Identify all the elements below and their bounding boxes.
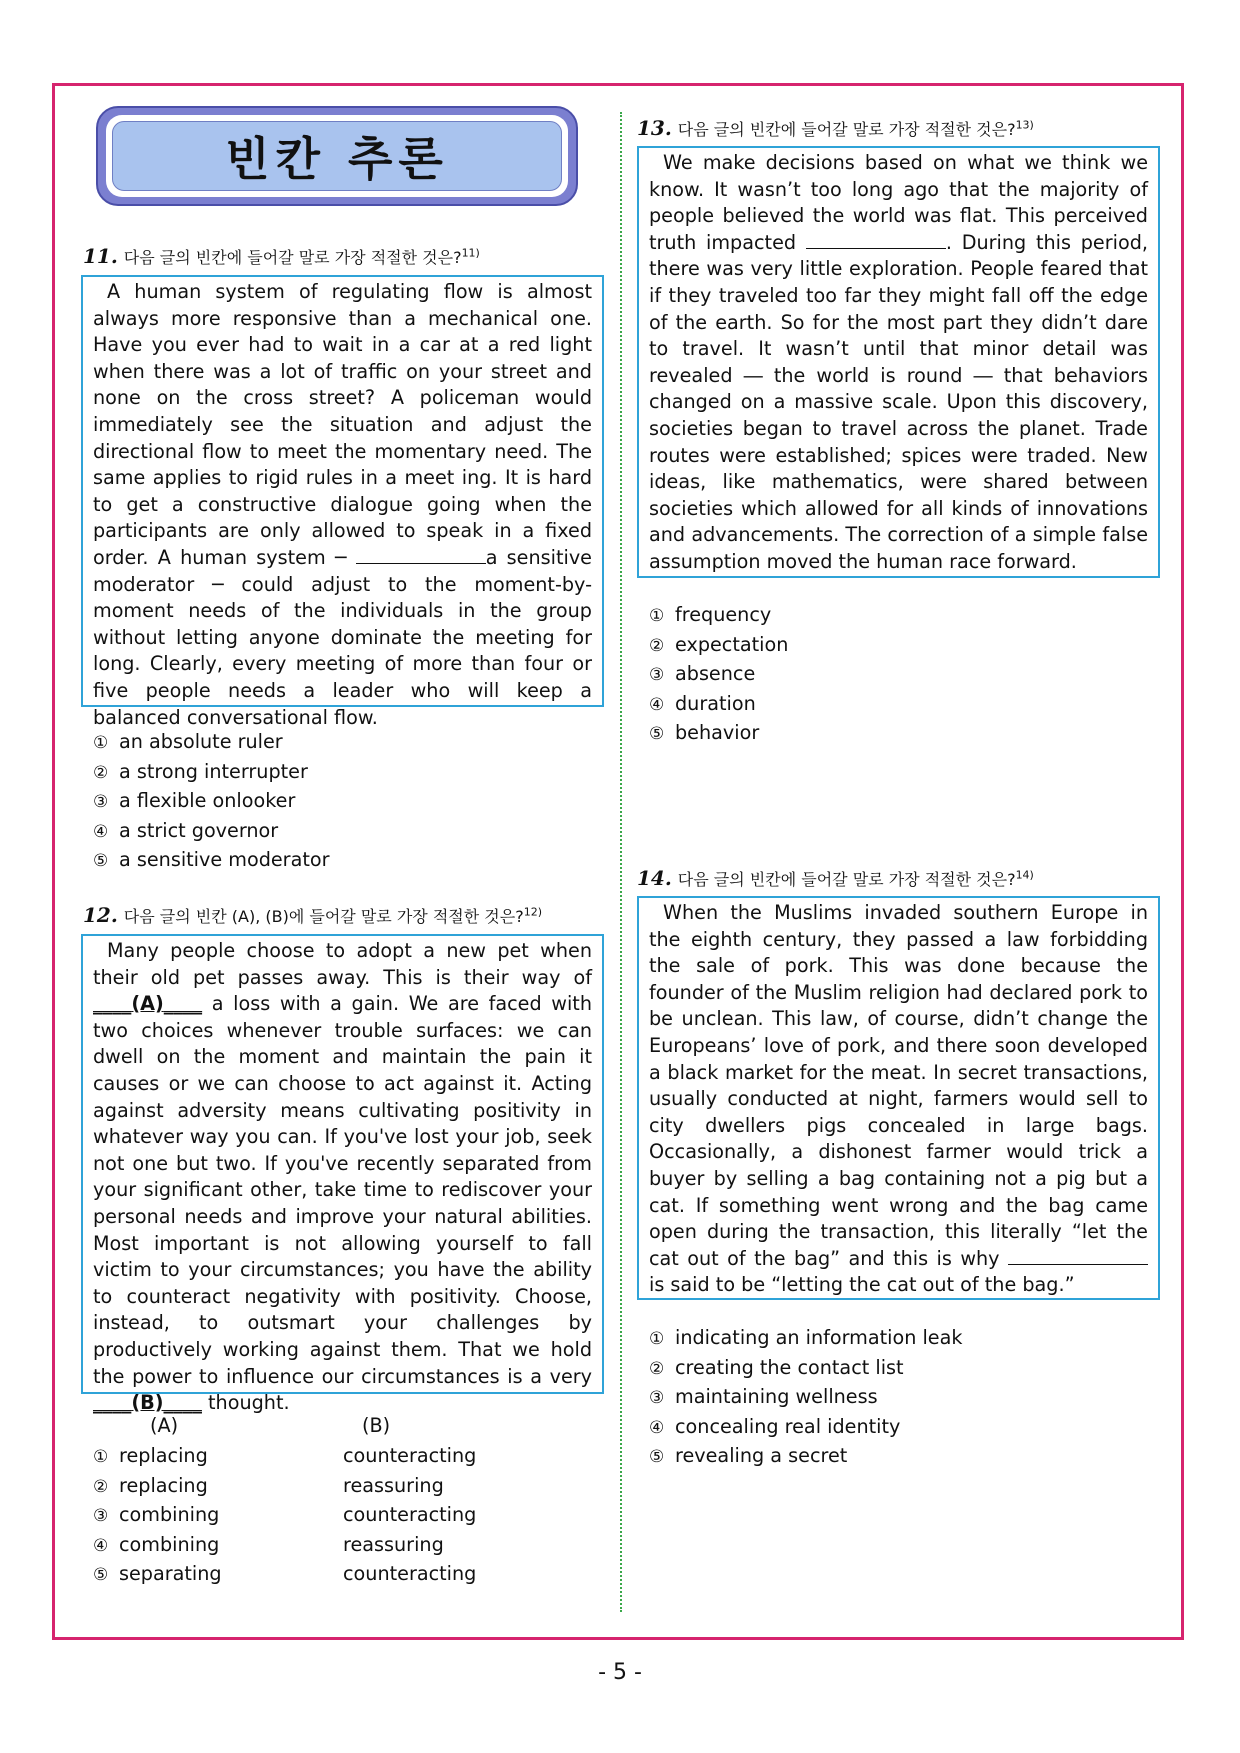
passage-text: is said to be “letting the cat out of the bag.” xyxy=(649,1273,1075,1297)
question-11-passage xyxy=(81,275,604,729)
option-item[interactable]: ③ absence xyxy=(649,662,756,686)
question-14-passage xyxy=(637,896,1160,1300)
footnote-ref: 11) xyxy=(461,246,480,260)
option-item[interactable]: ① an absolute ruler xyxy=(93,730,283,753)
option-item[interactable]: ④ a strict governor xyxy=(93,818,279,842)
option-item[interactable]: ③ maintaining wellness xyxy=(649,1385,878,1409)
question-prompt: 다음 글의 빈칸에 들어갈 말로 가장 적절한 것은? xyxy=(123,248,462,267)
option-item[interactable]: ② expectation xyxy=(649,632,789,656)
question-13-heading xyxy=(637,116,1034,140)
option-item[interactable]: ② a strong interrupter xyxy=(93,759,308,783)
question-14-heading xyxy=(637,866,1034,890)
option-item[interactable]: ③ a flexible onlooker xyxy=(93,789,296,813)
question-12-options xyxy=(93,1442,493,1590)
option-item[interactable]: ③ combining counteracting xyxy=(93,1503,477,1527)
question-prompt: 다음 글의 빈칸에 들어갈 말로 가장 적절한 것은? xyxy=(677,120,1016,139)
option-column-a-header: (A) xyxy=(150,1414,179,1437)
option-item[interactable]: ② replacing reassuring xyxy=(93,1473,444,1497)
option-item[interactable]: ⑤ behavior xyxy=(649,721,760,745)
footnote-ref: 13) xyxy=(1015,118,1034,132)
passage-text: When the Muslims invaded southern Europe in the eighth century, they passed a law forbidding the sale of pork. This was done because the founder of the Muslim religion had declared pork to be unclean. This law, of course, didn’t change the Europeans’ love of pork, and there soon developed a black market for the meat. In secret transactions, usually conducted at night, farmers would sell to city dwellers pigs concealed in large bags. Occasionally, a dishonest farmer would trick a buyer by selling a bag containing not a pig but a cat. If something went wrong and the bag came open during the transaction, this literally “let the cat out of the bag” and this is why xyxy=(649,901,1148,1270)
question-number: 11. xyxy=(83,244,118,268)
question-12-passage xyxy=(81,934,604,1415)
blank-b: ____(B)____ xyxy=(93,1391,202,1415)
question-number: 12. xyxy=(83,903,118,927)
answer-blank xyxy=(806,248,946,249)
option-item[interactable]: ④ duration xyxy=(649,691,756,715)
option-item[interactable]: ① frequency xyxy=(649,603,772,626)
option-item[interactable]: ① replacing counteracting xyxy=(93,1444,477,1467)
answer-blank xyxy=(1008,1264,1148,1265)
question-12-heading xyxy=(83,903,542,927)
page-number: - 5 - xyxy=(598,1660,642,1685)
passage-text: . During this period, there was very little exploration. People feared that if they traveled too far they might fall off the edge of the earth. So for the most part they didn’t dare to travel. It wasn’t until that minor detail was revealed ― the world is round ― that behaviors changed on a massive scale. Upon this discovery, societies began to travel across the planet. Trade routes were established; spices were traded. New ideas, like mathematics, were shared between societies which allowed for all kinds of innovations and advancements. The correction of a simple false assumption moved the human race forward. xyxy=(649,230,1148,573)
passage-text: a loss with a gain. We are faced with two choices whenever trouble surfaces: we can dwell on the moment and maintain the pain it causes or we can choose to act against it. Acting against adversity means cultivating positivity in whatever way you can. If you've lost your job, seek not one but two. If you've recently separated from your significant other, take time to rediscover your personal needs and improve your natural abilities. Most important is not allowing yourself to fall victim to your circumstances; you have the ability to counteract negativity with positivity. Choose, instead, to outsmart your challenges by productively working against them. That we hold the power to influence our circumstances is a very xyxy=(93,992,592,1388)
passage-text: A human system of regulating flow is almost always more responsive than a mechanical one. Have you ever had to wait in a car at a red light when there was a lot of traffic on your street and none on the cross street? A policeman would immediately see the situation and adjust the directional flow to meet the momentary need. The same applies to rigid rules in a meet ing. It is hard to get a constructive dialogue going when the participants are only allowed to speak in a fixed order. A human system ─ xyxy=(93,280,592,569)
option-item[interactable]: ① indicating an information leak xyxy=(649,1326,963,1349)
question-14-options xyxy=(649,1324,962,1472)
option-item[interactable]: ② creating the contact list xyxy=(649,1355,904,1379)
section-title: 빈칸 추론 xyxy=(225,132,449,186)
question-number: 14. xyxy=(637,866,672,890)
section-title-banner xyxy=(96,106,578,206)
question-11-heading xyxy=(83,244,480,268)
question-prompt: 다음 글의 빈칸 (A), (B)에 들어갈 말로 가장 적절한 것은? xyxy=(123,907,524,926)
column-divider xyxy=(620,112,622,1612)
option-item[interactable]: ⑤ revealing a secret xyxy=(649,1444,848,1468)
passage-text: a sensitive moderator ─ could adjust to the moment-by-moment needs of the individuals in the group without letting anyone dominate the meeting for long. Clearly, every meeting of more than four or five people needs a leader who will keep a balanced conversational flow. xyxy=(93,545,592,729)
footnote-ref: 12) xyxy=(523,905,543,919)
passage-text: We make decisions based on what we think we know. It wasn’t too long ago that the majority of people believed the world was flat. This perceived truth impacted xyxy=(649,151,1148,254)
answer-blank xyxy=(356,563,486,564)
footnote-ref: 14) xyxy=(1015,868,1034,882)
option-item[interactable]: ④ concealing real identity xyxy=(649,1414,901,1438)
passage-text: Many people choose to adopt a new pet when their old pet passes away. This is their way of xyxy=(93,939,592,989)
question-prompt: 다음 글의 빈칸에 들어갈 말로 가장 적절한 것은? xyxy=(677,870,1016,889)
question-13-options xyxy=(649,601,788,749)
option-item[interactable]: ④ combining reassuring xyxy=(93,1532,444,1556)
question-11-options xyxy=(93,728,329,876)
option-column-b-header: (B) xyxy=(362,1414,391,1437)
question-number: 13. xyxy=(637,116,672,140)
passage-text: thought. xyxy=(208,1391,290,1415)
option-item[interactable]: ⑤ separating counteracting xyxy=(93,1562,477,1586)
question-13-passage xyxy=(637,146,1160,578)
option-item[interactable]: ⑤ a sensitive moderator xyxy=(93,848,330,872)
blank-a: ____(A)____ xyxy=(93,992,203,1016)
